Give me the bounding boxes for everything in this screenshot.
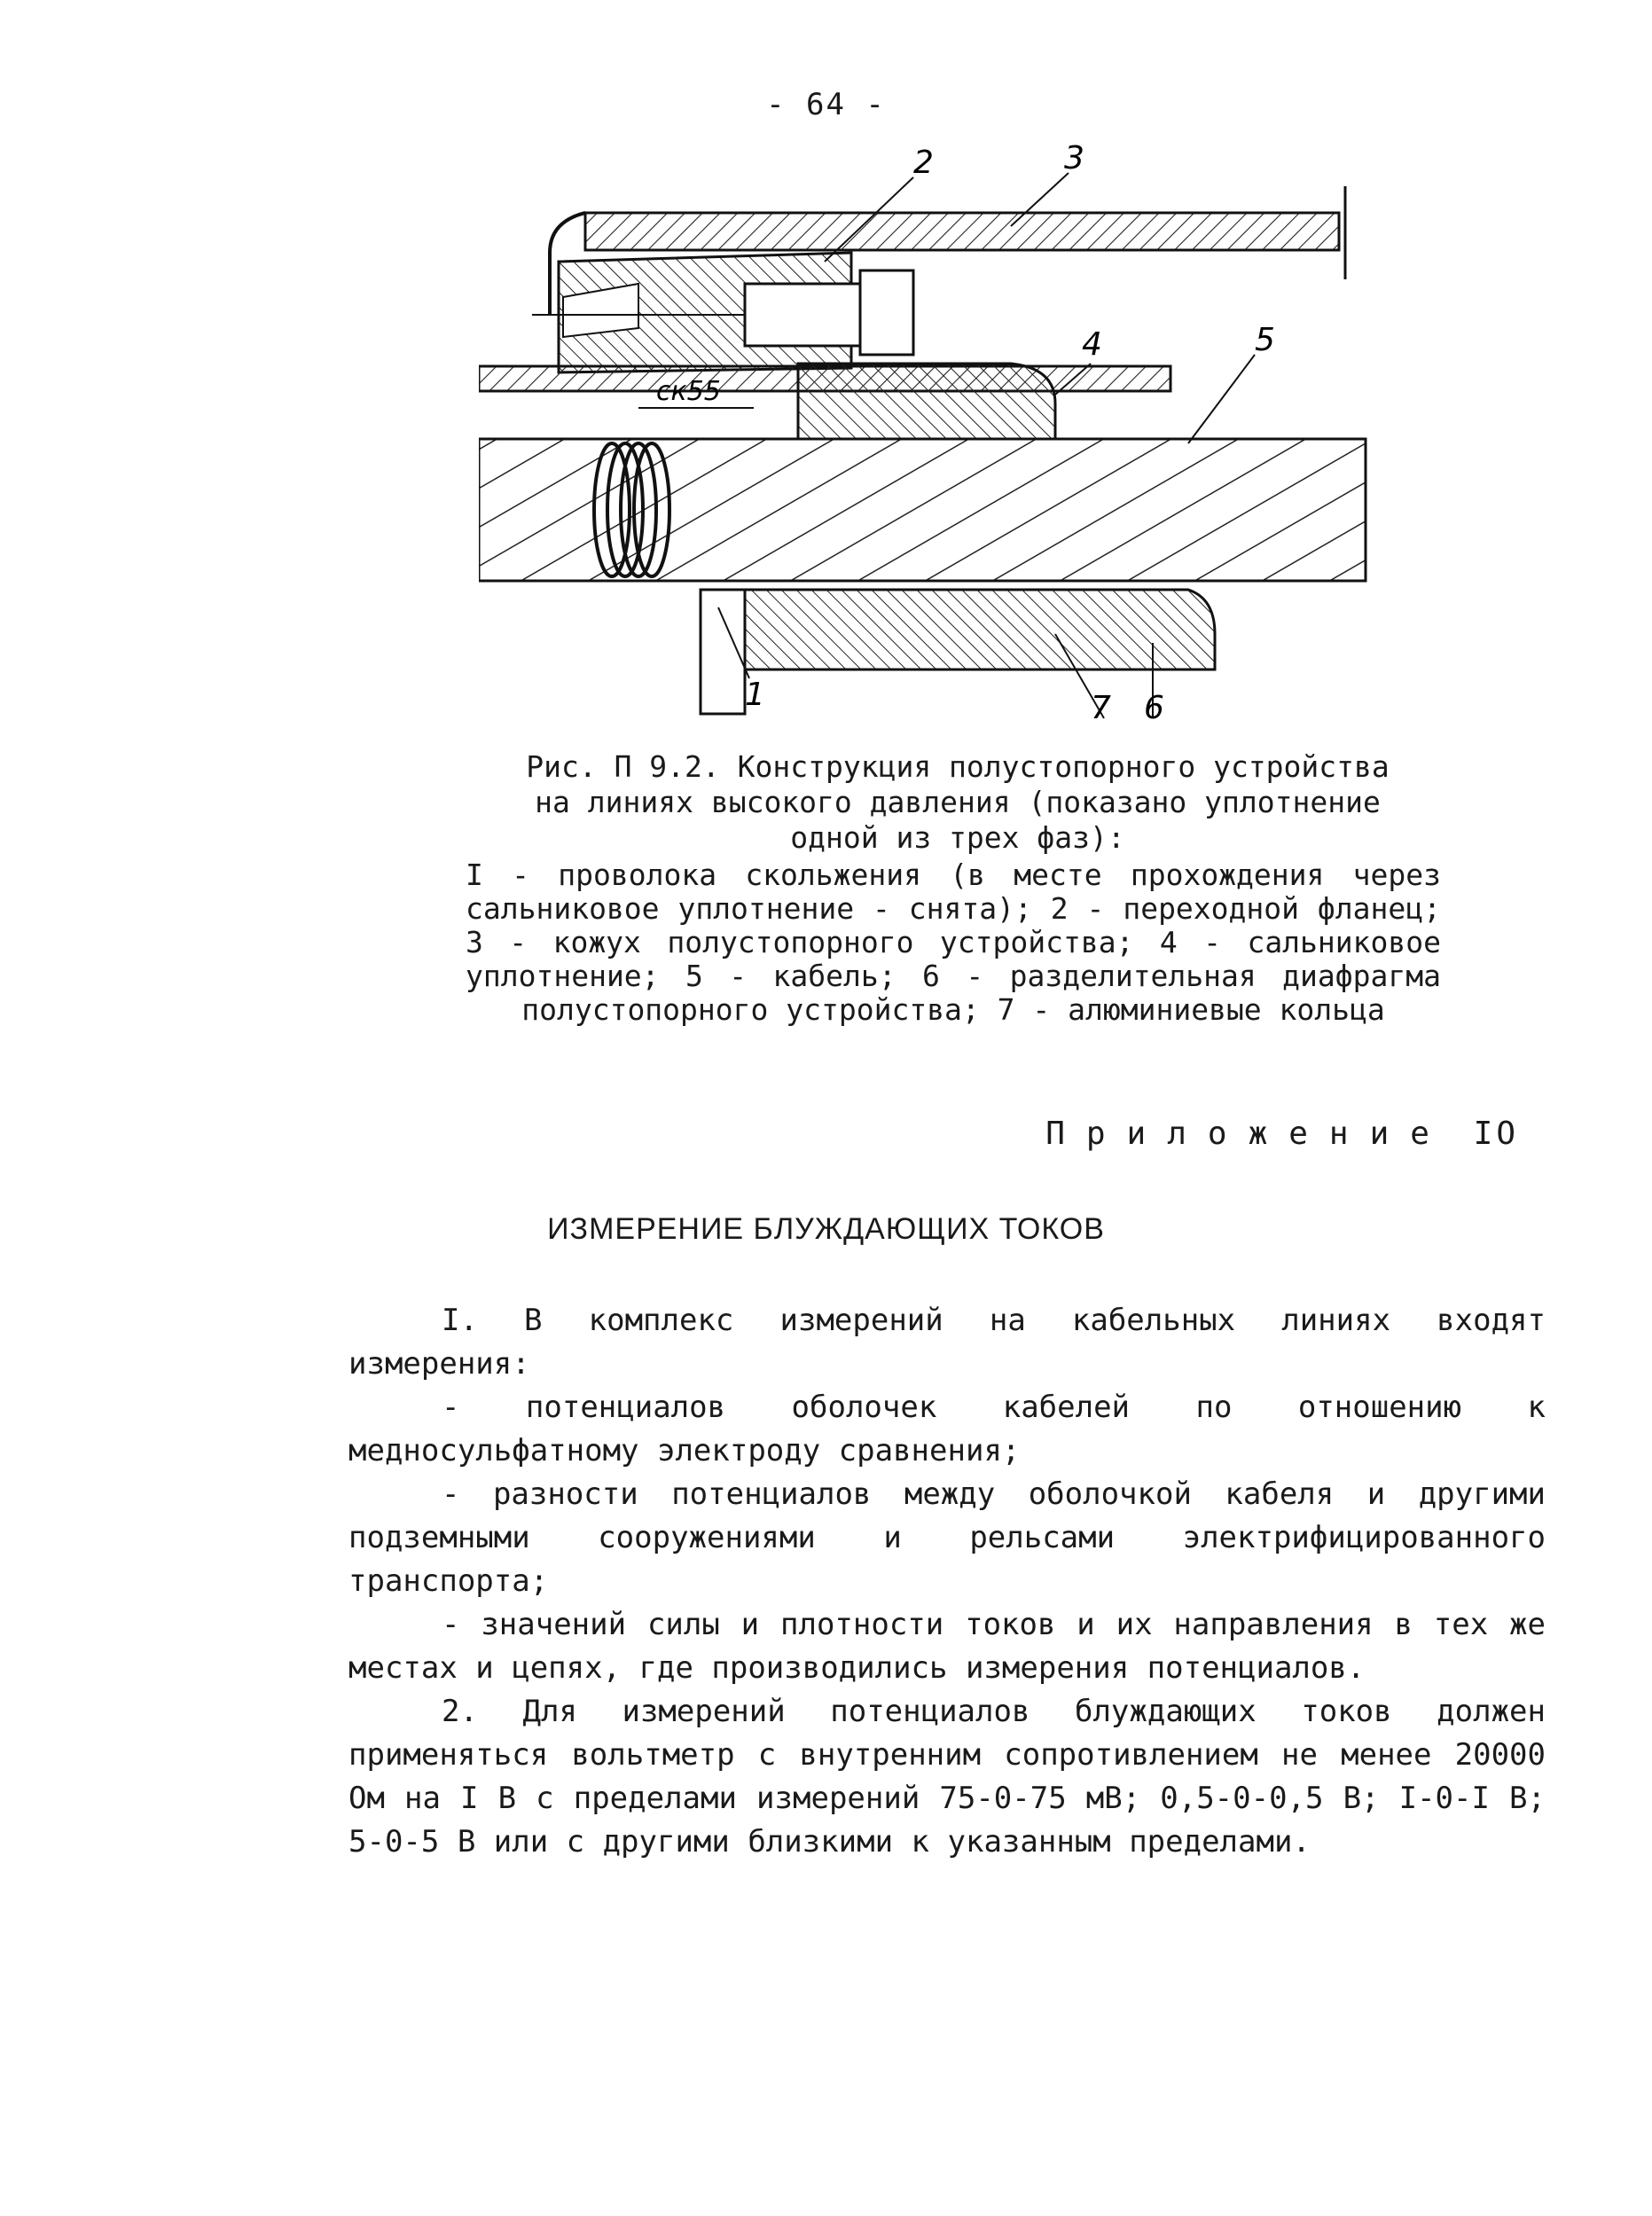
body-text	[348, 1299, 1546, 1864]
paragraph: 2. Для измерений потенциалов блуждающих токов должен применяться вольтметр с внутренним сопротивлением не менее 20000 Ом на I В с пределами измерений 75-0-75 мВ; 0,5-0-0,5 В; I-0-I В; 5-0-5 В или с другими близкими к указанным пределами.	[348, 1694, 1546, 1860]
casing-part	[585, 213, 1339, 250]
paragraph: - разности потенциалов между оболочкой кабеля и другими подземными сооружениями и рельсами электрифицированного транспорта;	[348, 1476, 1546, 1599]
appendix-number: IO	[1473, 1116, 1519, 1152]
gland-part	[798, 364, 1055, 439]
dimension-label: ск55	[656, 376, 721, 407]
figure-legend: I - проволока скольжения (в месте прохождения через сальниковое уплотнение - снята); 2 - переходной фланец; 3 - кожух полустопорного устройства; 4 - сальниковое уплотнение; 5 - кабель; 6 - разделительная диафрагма полустопорного устройства; 7 - алюминиевые кольца	[466, 857, 1441, 1027]
cable-seal-drawing	[479, 137, 1392, 723]
label-1: 1	[745, 677, 765, 713]
caption-line: на линиях высокого давления (показано уплотнение	[535, 785, 1381, 819]
section-heading: ИЗМЕРЕНИЕ БЛУЖДАЮЩИХ ТОКОВ	[547, 1212, 1105, 1246]
figure-caption-title	[461, 749, 1454, 856]
paragraph: - потенциалов оболочек кабелей по отношению к медносульфатному электроду сравнения;	[348, 1390, 1546, 1468]
label-7: 7	[1091, 690, 1111, 723]
label-5: 5	[1255, 322, 1275, 358]
caption-line: одной из трех фаз):	[790, 820, 1125, 855]
label-6: 6	[1144, 690, 1164, 723]
label-4: 4	[1082, 326, 1102, 363]
label-2: 2	[913, 145, 934, 181]
page-number: - 64 -	[766, 87, 886, 122]
paragraph: I. В комплекс измерений на кабельных линиях входят измерения:	[348, 1303, 1546, 1382]
appendix-label	[1045, 1116, 1519, 1152]
paragraph: - значений силы и плотности токов и их направления в тех же местах и цепях, где производились измерения потенциалов.	[348, 1607, 1546, 1686]
caption-line: Рис. П 9.2. Конструкция полустопорного устройства	[526, 749, 1390, 784]
appendix-word: Приложение	[1045, 1116, 1451, 1152]
label-3: 3	[1064, 140, 1084, 176]
